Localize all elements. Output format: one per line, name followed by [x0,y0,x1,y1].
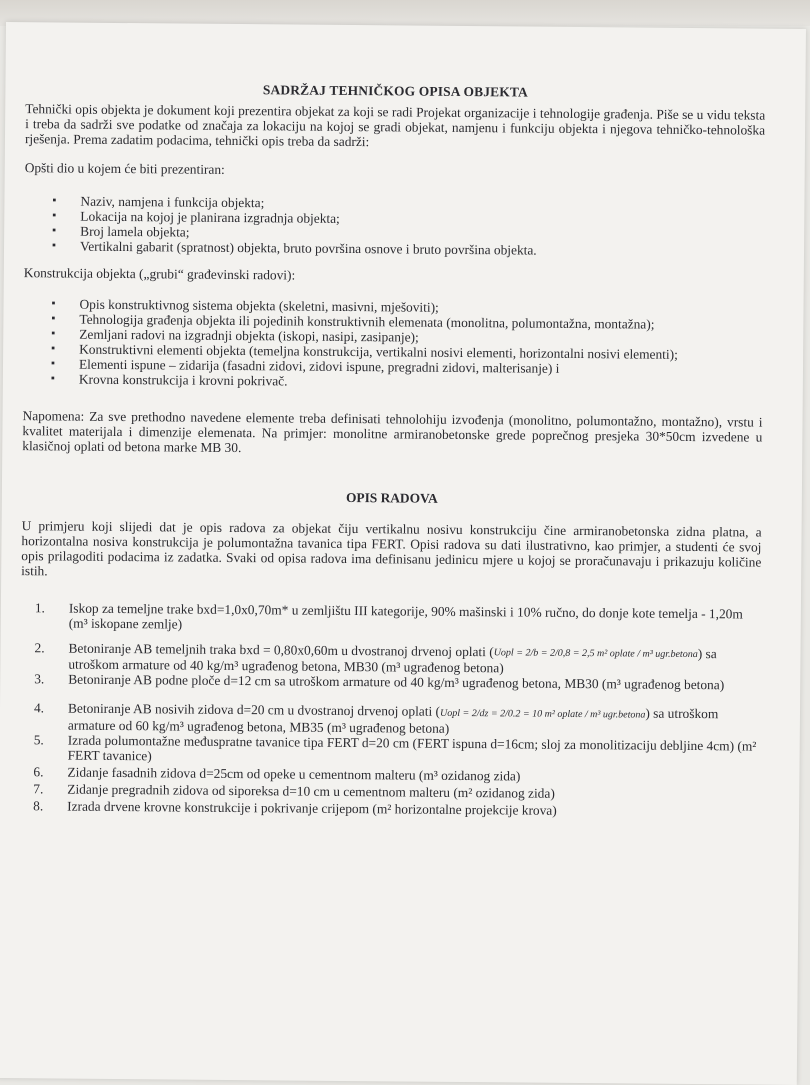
work-text: Izrada polumontažne međuspratne tavanice tipa FERT d=20 cm (FERT ispuna d=16cm; sloj za monolitizaciju debljine 4cm) (m² FERT tavanice) [67,732,757,764]
work-number: 4. [33,700,45,716]
work-number: 2. [34,640,45,656]
work-text: Zidanje pregradnih zidova od siporeksa d=10 cm u cementnom malteru (m² ozidanog zida) [67,781,555,801]
construction-section-label: Konstrukcija objekta („grubi“ građevinski radovi): [23,265,296,283]
work-text-start: Betoniranje AB nosivih zidova d=20 cm u dvostranoj drvenoj oplati ( [67,700,441,720]
list-item: ▪ Lokacija na kojoj je planirana izgradnja objekta; [52,208,764,229]
work-number: 7. [33,781,44,797]
general-section-label: Opšti dio u kojem će biti prezentiran: [24,160,225,177]
document-content [19,80,765,821]
work-number: 8. [33,798,44,814]
formwork-formula: Uopl = 2/dz = 2/0.2 = 10 m² oplate / m³ ugr.betona [439,707,646,721]
document-title: SADRŽAJ TEHNIČKOG OPISA OBJEKTA [262,82,528,100]
general-list [24,193,764,259]
work-item [20,732,760,768]
works-list [19,600,761,819]
section-title-opis-radova: OPIS RADOVA [345,489,438,506]
list-item: ▪ Krovna konstrukcija i krovni pokrivač. [51,371,763,392]
construction-list [23,296,764,392]
intro-paragraph: Tehnički opis objekta je dokument koji prezentira objekat za koji se radi Projekat organizacije i tehnologije građenja. Piše se u vidu teksta i treba da sadrži sve podatke od značaja za lokaciju na kojoj se gradi objekat, namjenu i funkciju objekta i njegova tehničko-tehnološka rješenja. Prema zadatim podacima, tehnički opis treba da sadrži: [24,101,766,150]
work-number: 6. [33,764,44,780]
note-paragraph: Napomena: Za sve prethodno navedene elemente treba definisati tehnolohiju izvođenja (monolitno, polumontažno, montažno), vrstu i kvalitet materijala i dimenzije elemenata. Na primjer: monolitne armiranobetonske grede poprečnog presjeka 30*50cm izvedene u klasičnoj oplati od betona marke MB 30. [22,408,763,456]
work-number: 5. [33,732,44,748]
work-number: 3. [34,671,45,687]
list-item: ▪ Konstruktivni elementi objekta (temeljna konstrukcija, vertikalni nosivi elementi, horizontalni nosivi elementi); [51,341,763,362]
list-item: ▪ Naziv, namjena i funkcija objekta; [52,193,764,214]
work-text-end: ) sa utroškom armature od 40 kg/m³ ugrađenog betona, MB30 (m³ ugrađenog betona) [68,646,717,676]
work-number: 1. [34,600,46,616]
list-item: ▪ Opis konstruktivnog sistema objekta (skeletni, masivni, mješoviti); [51,296,763,317]
work-item [21,600,761,636]
list-item: ▪ Elementi ispune – zidarija (fasadni zidovi, zidovi ispune, pregradni zidovi, malterisanje) i [51,356,763,377]
work-text: Izrada drvene krovne konstrukcije i pokrivanje crijepom (m² horizontalne projekcije krova) [67,798,557,818]
list-item: ▪ Broj lamela objekta; [52,223,764,244]
section2-intro-paragraph: U primjeru koji slijedi dat je opis radova za objekat čiju vertikalnu nosivu konstrukciju čine armiranobetonska zidna platna, a horizontalna nosiva konstrukcija je polumontažna tavanica tipa FERT. Opisi radova su dati ilustrativno, kao primjer, a studenti će svoj opis prilagoditi podacima iz zadatka. Svaki od opisa radova ima definisanu jedinicu mjere u kojoj se proračunavaju i prikazuju količine istih. [21,518,762,579]
list-item: ▪ Tehnologija građenja objekta ili pojedinih konstruktivnih elemenata (monolitna, polumontažna, montažna); [51,311,763,332]
formulation-formula: Uopl = 2/b = 2/0,8 = 2,5 m² oplate / m³ ugr.betona [493,647,698,661]
work-text-end: ) sa utroškom armature od 60 kg/m³ ugrađenog betona, MB35 (m³ ugrađenog betona) [67,706,719,736]
work-text-start: Betoniranje AB temeljnih traka bxd = 0,80x0,60m u dvostranoj drvenoj oplati ( [68,640,494,660]
work-text: Iskop za temeljne trake bxd=1,0x0,70m* u zemljištu III kategorije, 90% mašinski i 10% ručno, do donje kote temelja - 1,20m (m³ iskopane zemlje) [68,600,743,632]
list-item: ▪ Zemljani radovi na izgradnji objekta (iskopi, nasipi, zasipanje); [51,326,763,347]
work-text: Betoniranje AB podne ploče d=12 cm sa utroškom armature od 40 kg/m³ ugrađenog betona, MB30 (m³ ugrađenog betona) [68,671,725,693]
work-text: Zidanje fasadnih zidova d=25cm od opeke u cementnom malteru (m³ ozidanog zida) [67,764,521,784]
document-page [0,22,806,1085]
list-item: ▪ Vertikalni gabarit (spratnost) objekta, bruto površina osnove i bruto površina objekta. [52,238,764,259]
